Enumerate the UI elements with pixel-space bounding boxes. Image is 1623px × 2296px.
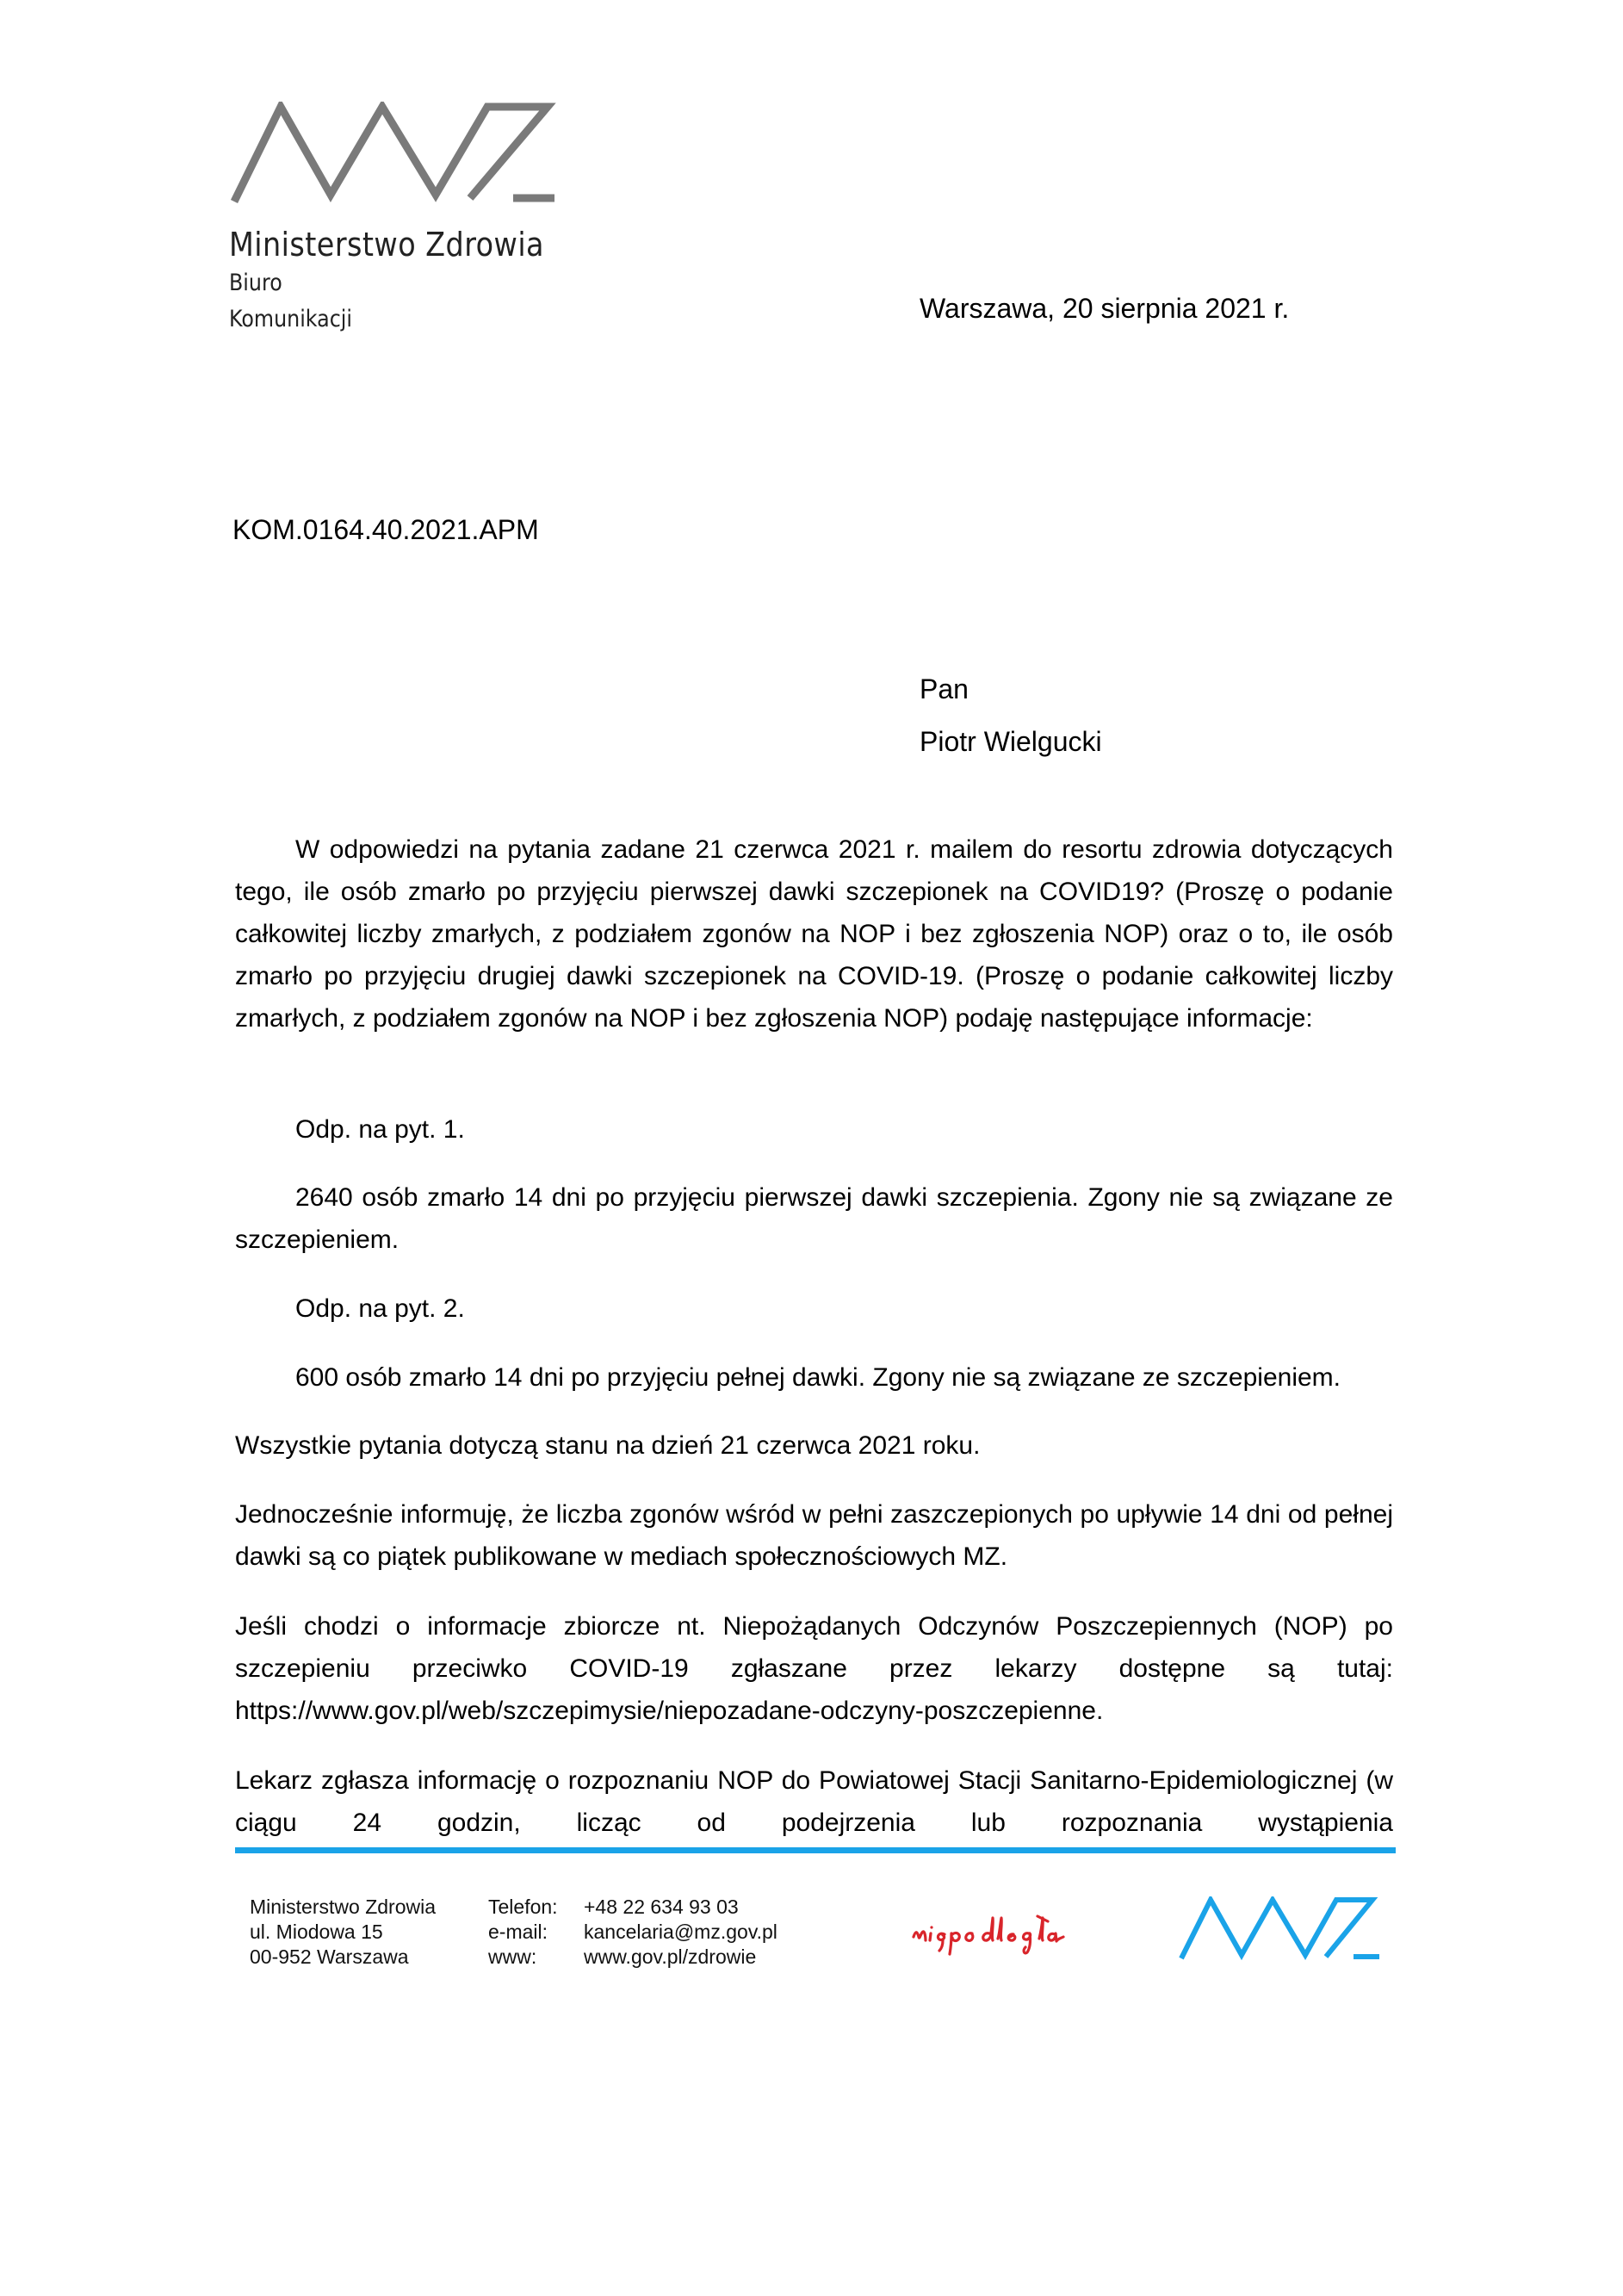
footer-contact-values — [584, 1895, 777, 1970]
footer-phone: +48 22 634 93 03 — [584, 1896, 739, 1918]
footer-www-link[interactable]: www.gov.pl/zdrowie — [584, 1945, 757, 1968]
state-as-of-paragraph: Wszystkie pytania dotyczą stanu na dzień 21 czerwca 2021 roku. — [235, 1431, 981, 1460]
question-1-label: Odp. na pyt. 1. — [295, 1115, 465, 1144]
place-and-date: Warszawa, 20 sierpnia 2021 r. — [920, 293, 1290, 324]
nop-info-paragraph: Jeśli chodzi o informacje zbiorcze nt. Niepożądanych Odczynów Poszczepiennych (NOP) po szczepieniu przeciwko COVID-19 zgłaszane przez lekarzy dostępne są tutaj: https://www.gov.pl/web/szczepimysie/niepozadane-odczyny-poszczepienne. — [235, 1612, 1393, 1725]
niepodlegla-logo — [908, 1899, 1124, 1959]
footer-address-line-1: Ministerstwo Zdrowia — [250, 1896, 436, 1918]
footer-contact-labels — [488, 1895, 558, 1970]
additional-info-paragraph: Jednocześnie informuję, że liczba zgonów wśród w pełni zaszczepionych po upływie 14 dni od pełnej dawki są co piątek publikowane w mediach społecznościowych MZ. — [235, 1500, 1393, 1571]
answer-1-paragraph: 2640 osób zmarło 14 dni po przyjęciu pierwszej dawki szczepienia. Zgony nie są związane ze szczepieniem. — [235, 1183, 1393, 1254]
answer-2-paragraph: 600 osób zmarło 14 dni po przyjęciu pełnej dawki. Zgony nie są związane ze szczepieniem. — [295, 1363, 1341, 1392]
footer-www-label: www: — [488, 1945, 537, 1968]
mz-logo-icon — [229, 102, 560, 203]
question-2-label: Odp. na pyt. 2. — [295, 1294, 465, 1323]
footer-address-line-2: ul. Miodowa 15 — [250, 1921, 383, 1943]
department-name-line-2: Komunikacji — [229, 306, 352, 332]
mz-footer-logo-icon — [1178, 1896, 1381, 1960]
reference-number: KOM.0164.40.2021.APM — [232, 514, 539, 545]
footer-phone-label: Telefon: — [488, 1896, 558, 1918]
doctor-report-paragraph: Lekarz zgłasza informację o rozpoznaniu NOP do Powiatowej Stacji Sanitarno-Epidemiologicznej (w ciągu 24 godzin, licząc od podejrzenia lub rozpoznania wystąpienia — [235, 1766, 1393, 1837]
footer-divider — [235, 1847, 1396, 1853]
addressee-name: Piotr Wielgucki — [920, 726, 1102, 757]
footer-address — [250, 1895, 436, 1970]
ministry-name: Ministerstwo Zdrowia — [229, 226, 544, 264]
addressee-salutation: Pan — [920, 673, 969, 704]
department-name-line-1: Biuro — [229, 270, 282, 296]
intro-paragraph: W odpowiedzi na pytania zadane 21 czerwca 2021 r. mailem do resortu zdrowia dotyczących tego, ile osób zmarło po przyjęciu pierwszej dawki szczepionek na COVID19? (Proszę o podanie całkowitej liczby zmarłych, z podziałem zgonów na NOP i bez zgłoszenia NOP) oraz o to, ile osób zmarło po przyjęciu drugiej dawki szczepionek na COVID-19. (Proszę o podanie całkowitej liczby zmarłych, z podziałem zgonów na NOP i bez zgłoszenia NOP) podaję następujące informacje: — [235, 835, 1393, 1033]
footer-email-label: e-mail: — [488, 1921, 548, 1943]
footer-email-link[interactable]: kancelaria@mz.gov.pl — [584, 1921, 777, 1943]
footer-address-line-3: 00-952 Warszawa — [250, 1945, 409, 1968]
